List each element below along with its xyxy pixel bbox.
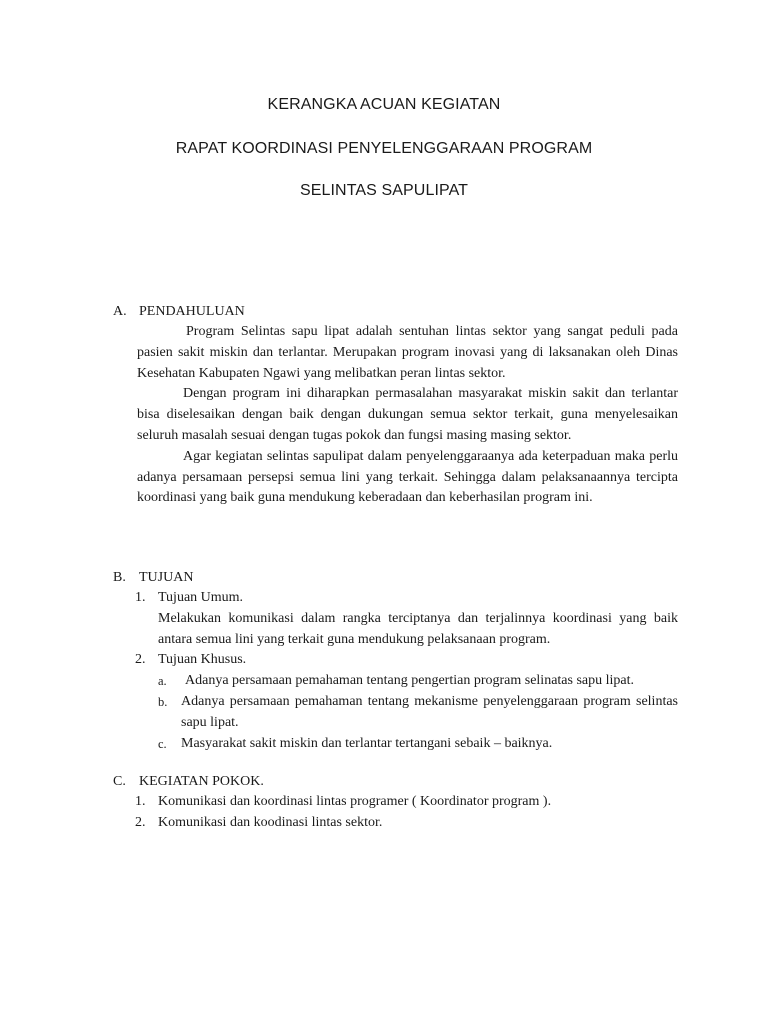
document-subtitle: RAPAT KOORDINASI PENYELENGGARAAN PROGRAM <box>175 140 593 157</box>
paragraph: Agar kegiatan selintas sapulipat dalam penyelenggaraanya ada keterpaduan maka perlu adanya persamaan persepsi semua lini yang terkait. Sehingga dalam pelaksanaannya tercipta koordinasi yang baik guna mendukung keberadaan dan keberhasilan program ini. <box>137 448 678 506</box>
item-number: 1. <box>135 590 146 605</box>
list-item <box>113 588 678 609</box>
sub-item <box>113 671 678 692</box>
section-kegiatan-pokok <box>113 772 678 834</box>
sub-item-letter: b. <box>158 694 168 709</box>
list-item <box>113 650 678 671</box>
item-number: 2. <box>135 652 146 668</box>
section-title: KEGIATAN POKOK. <box>139 774 264 789</box>
sub-item <box>113 692 678 734</box>
sub-item <box>113 734 678 755</box>
sub-item-text: Adanya persamaan pemahaman tentang mekanisme penyelenggaraan program selintas sapu lipat. <box>181 693 678 730</box>
document-title: KERANGKA ACUAN KEGIATAN <box>267 96 501 113</box>
paragraph: Program Selintas sapu lipat adalah sentuhan lintas sektor yang sangat peduli pada pasien sakit miskin dan terlantar. Merupakan program inovasi yang di laksanakan oleh Dinas Kesehatan Kabupaten Ngawi yang melibatkan peran lintas sektor. <box>137 324 678 381</box>
section-heading <box>113 568 678 588</box>
sub-item-letter: c. <box>158 736 167 751</box>
item-label: Tujuan Umum. <box>158 590 244 605</box>
sub-item-letter: a. <box>158 674 167 689</box>
item-text: Melakukan komunikasi dalam rangka terciptanya dan terjalinnya koordinasi yang baik antara semua lini yang terkait guna mendukung pelaksanaan program. <box>158 610 678 647</box>
section-letter: B. <box>113 570 126 585</box>
sub-item-text: Adanya persamaan pemahaman tentang pengertian program selinatas sapu lipat. <box>185 673 634 689</box>
list-item <box>113 813 678 834</box>
document-subtitle-program: SELINTAS SAPULIPAT <box>299 182 469 199</box>
paragraph: Dengan program ini diharapkan permasalahan masyarakat miskin sakit dan terlantar bisa diselesaikan dengan baik dengan dukungan semua sektor terkait, guna menyelesaikan seluruh masalah sesuai dengan tugas pokok dan fungsi masing masing sektor. <box>137 386 678 443</box>
section-title: PENDAHULUAN <box>139 304 245 319</box>
list-item <box>113 792 678 813</box>
section-tujuan <box>113 568 678 754</box>
section-title: TUJUAN <box>139 570 194 585</box>
sub-item-text: Masyarakat sakit miskin dan terlantar tertangani sebaik – baiknya. <box>181 735 553 751</box>
item-text: Komunikasi dan koodinasi lintas sektor. <box>158 814 383 830</box>
item-text: Komunikasi dan koordinasi lintas programer ( Koordinator program ). <box>158 794 552 809</box>
section-letter: A. <box>113 304 127 319</box>
section-heading <box>113 302 678 322</box>
section-pendahuluan <box>113 302 678 509</box>
item-number: 1. <box>135 794 146 809</box>
item-label: Tujuan Khusus. <box>158 652 247 668</box>
list-item-body <box>113 609 678 651</box>
item-number: 2. <box>135 814 146 830</box>
section-heading <box>113 772 678 792</box>
section-letter: C. <box>113 774 126 789</box>
